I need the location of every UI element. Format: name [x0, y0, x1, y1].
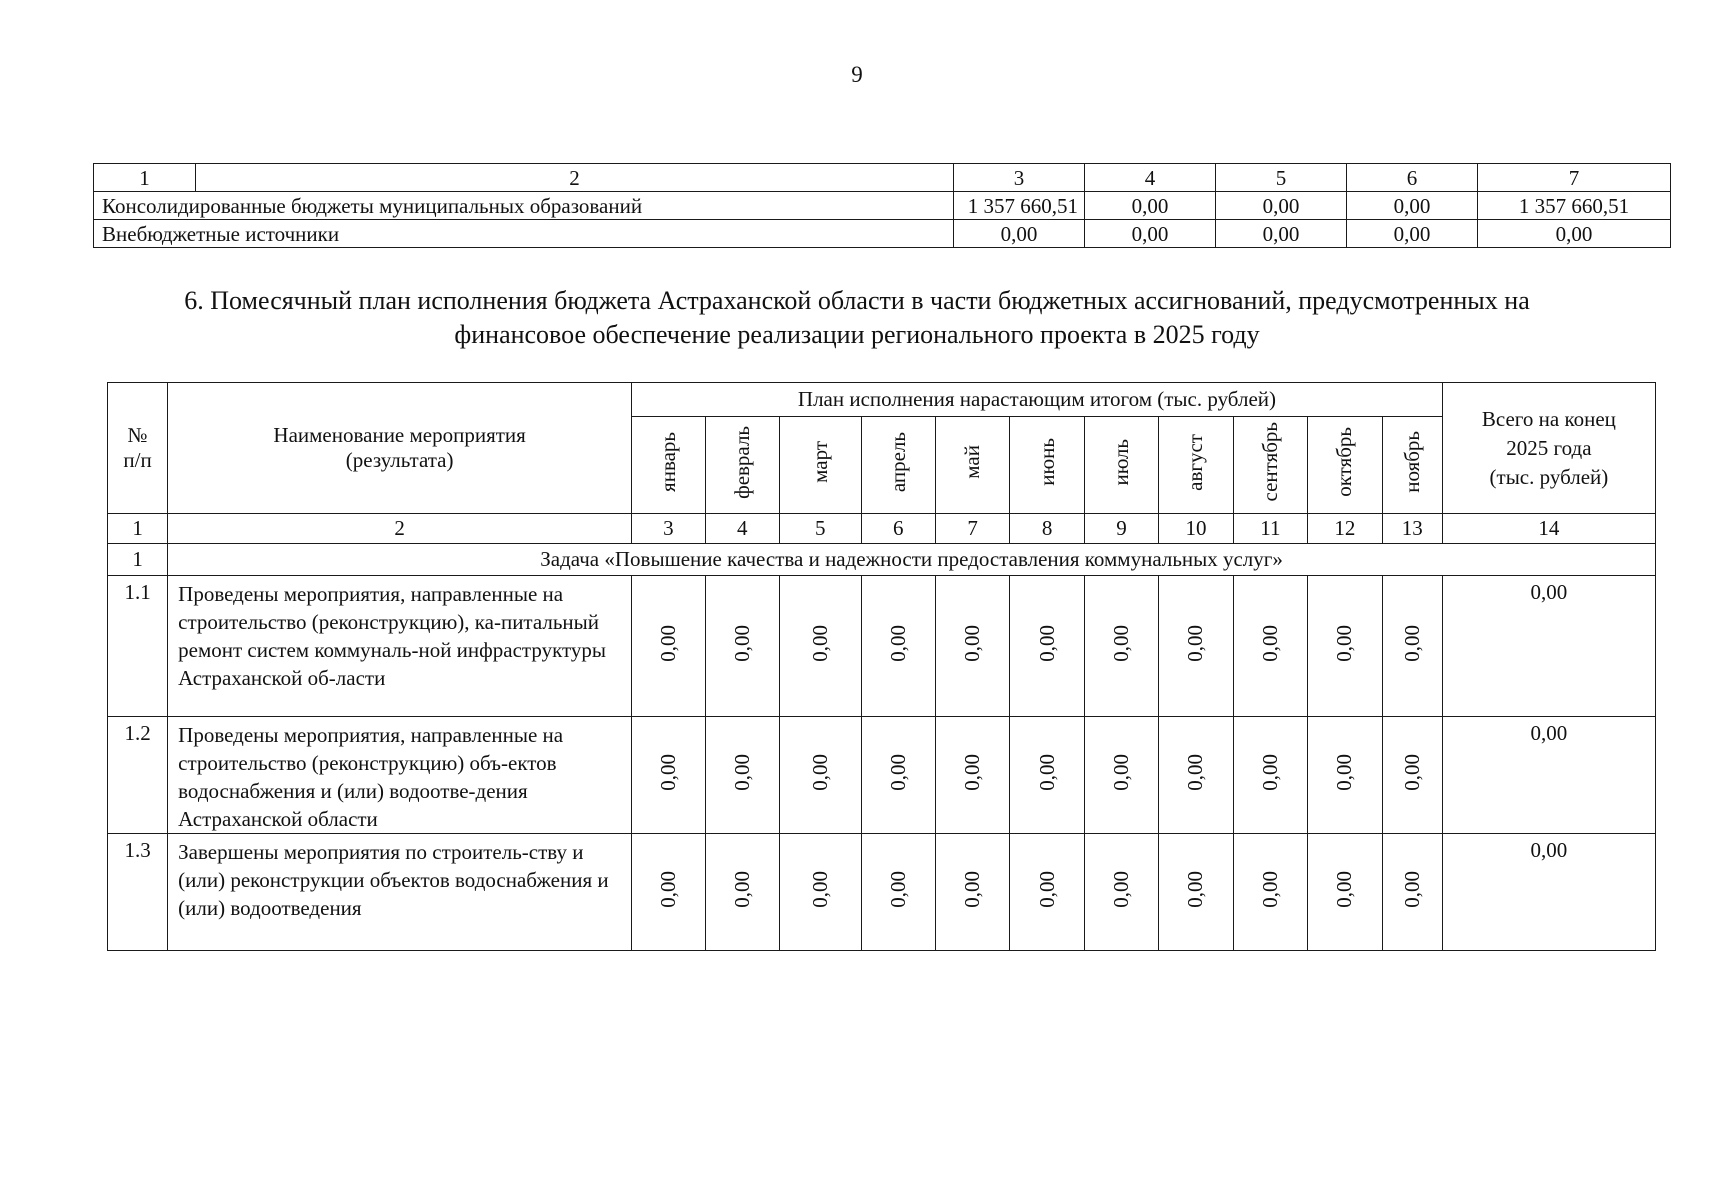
budget-header-cell: 5	[1216, 164, 1347, 192]
column-number: 3	[632, 514, 705, 544]
monthly-value: 0,00	[779, 834, 861, 951]
monthly-value: 0,00	[632, 834, 705, 951]
monthly-value: 0,00	[861, 576, 935, 717]
budget-value: 0,00	[1085, 220, 1216, 248]
row-total: 0,00	[1442, 717, 1655, 834]
monthly-value: 0,00	[935, 834, 1009, 951]
table-row	[108, 834, 1656, 951]
monthly-value: 0,00	[1382, 834, 1442, 951]
column-number: 14	[1442, 514, 1655, 544]
monthly-value: 0,00	[1010, 717, 1084, 834]
page-number: 9	[851, 62, 863, 87]
monthly-value: 0,00	[1382, 717, 1442, 834]
row-index: 1.3	[108, 834, 168, 951]
monthly-value: 0,00	[1159, 834, 1233, 951]
month-header: август	[1159, 417, 1233, 514]
monthly-value: 0,00	[1010, 576, 1084, 717]
month-header: февраль	[705, 417, 779, 514]
task-title: Задача «Повышение качества и надежности предоставления коммунальных услуг»	[168, 544, 1656, 576]
monthly-value: 0,00	[1308, 834, 1382, 951]
budget-value: 0,00	[1478, 220, 1671, 248]
monthly-value: 0,00	[705, 834, 779, 951]
task-row	[108, 544, 1656, 576]
row-index: 1.1	[108, 576, 168, 717]
column-number: 9	[1084, 514, 1158, 544]
row-index: 1.2	[108, 717, 168, 834]
budget-header-cell: 2	[196, 164, 954, 192]
month-header: июль	[1084, 417, 1158, 514]
budget-value: 0,00	[954, 220, 1085, 248]
budget-value: 1 357 660,51	[954, 192, 1085, 220]
column-number: 2	[168, 514, 632, 544]
monthly-value: 0,00	[1233, 834, 1307, 951]
budget-value: 0,00	[1347, 192, 1478, 220]
monthly-value: 0,00	[1159, 717, 1233, 834]
monthly-value: 0,00	[1308, 576, 1382, 717]
monthly-value: 0,00	[705, 576, 779, 717]
monthly-value: 0,00	[632, 717, 705, 834]
budget-value: 1 357 660,51	[1478, 192, 1671, 220]
budget-header-cell: 7	[1478, 164, 1671, 192]
task-index: 1	[108, 544, 168, 576]
activity-name: Проведены мероприятия, направленные на строительство (реконструкцию) объ-ектов водоснабжения и (или) водоотве-дения Астраханской области	[168, 717, 632, 834]
column-number: 7	[935, 514, 1009, 544]
table-row	[108, 576, 1656, 717]
row-total: 0,00	[1442, 834, 1655, 951]
column-number: 13	[1382, 514, 1442, 544]
section-heading	[100, 284, 1614, 352]
monthly-plan-table	[107, 382, 1656, 951]
budget-value: 0,00	[1085, 192, 1216, 220]
monthly-value: 0,00	[632, 576, 705, 717]
budget-header-cell: 3	[954, 164, 1085, 192]
monthly-value: 0,00	[779, 717, 861, 834]
budget-source-name: Консолидированные бюджеты муниципальных образований	[94, 192, 954, 220]
monthly-value: 0,00	[1159, 576, 1233, 717]
month-header: сентябрь	[1233, 417, 1307, 514]
monthly-value: 0,00	[1084, 576, 1158, 717]
monthly-value: 0,00	[1084, 717, 1158, 834]
column-number: 10	[1159, 514, 1233, 544]
monthly-value: 0,00	[705, 717, 779, 834]
column-number: 6	[861, 514, 935, 544]
monthly-value: 0,00	[1382, 576, 1442, 717]
budget-table-header-row	[94, 164, 1671, 192]
column-number: 4	[705, 514, 779, 544]
monthly-value: 0,00	[1308, 717, 1382, 834]
month-header: март	[779, 417, 861, 514]
column-number: 1	[108, 514, 168, 544]
table-row	[94, 220, 1671, 248]
monthly-value: 0,00	[935, 576, 1009, 717]
budget-value: 0,00	[1347, 220, 1478, 248]
monthly-value: 0,00	[779, 576, 861, 717]
month-header: октябрь	[1308, 417, 1382, 514]
month-header: ноябрь	[1382, 417, 1442, 514]
monthly-value: 0,00	[1233, 576, 1307, 717]
column-number: 12	[1308, 514, 1382, 544]
monthly-value: 0,00	[1010, 834, 1084, 951]
budget-header-cell: 6	[1347, 164, 1478, 192]
budget-value: 0,00	[1216, 220, 1347, 248]
table-row	[94, 192, 1671, 220]
activity-name: Проведены мероприятия, направленные на строительство (реконструкцию), ка-питальный ремонт систем коммуналь-ной инфраструктуры Астраханской об-ласти	[168, 576, 632, 717]
budget-header-cell: 4	[1085, 164, 1216, 192]
monthly-value: 0,00	[1084, 834, 1158, 951]
month-header: январь	[632, 417, 705, 514]
table-row	[108, 717, 1656, 834]
column-numbers-row	[108, 514, 1656, 544]
plan-header-row	[108, 383, 1656, 417]
section-heading-line: 6. Помесячный план исполнения бюджета Астраханской области в части бюджетных ассигнований, предусмотренных на	[184, 286, 1530, 315]
section-heading-line: финансовое обеспечение реализации регионального проекта в 2025 году	[454, 320, 1260, 349]
activity-name: Завершены мероприятия по строитель-ству и (или) реконструкции объектов водоснабжения и (или) водоотведения	[168, 834, 632, 951]
monthly-value: 0,00	[861, 834, 935, 951]
plan-execution-header: План исполнения нарастающим итогом (тыс. рублей)	[632, 383, 1443, 417]
year-total-header: Всего на конец 2025 года (тыс. рублей)	[1442, 383, 1655, 514]
row-total: 0,00	[1442, 576, 1655, 717]
monthly-value: 0,00	[861, 717, 935, 834]
budget-sources-table	[93, 163, 1671, 248]
column-number: 8	[1010, 514, 1084, 544]
column-number: 5	[779, 514, 861, 544]
column-number-header: № п/п	[108, 383, 168, 514]
month-header: апрель	[861, 417, 935, 514]
monthly-value: 0,00	[935, 717, 1009, 834]
budget-source-name: Внебюджетные источники	[94, 220, 954, 248]
budget-header-cell: 1	[94, 164, 196, 192]
monthly-value: 0,00	[1233, 717, 1307, 834]
column-name-header: Наименование мероприятия (результата)	[168, 383, 632, 514]
month-header: май	[935, 417, 1009, 514]
month-header: июнь	[1010, 417, 1084, 514]
column-number: 11	[1233, 514, 1307, 544]
budget-value: 0,00	[1216, 192, 1347, 220]
